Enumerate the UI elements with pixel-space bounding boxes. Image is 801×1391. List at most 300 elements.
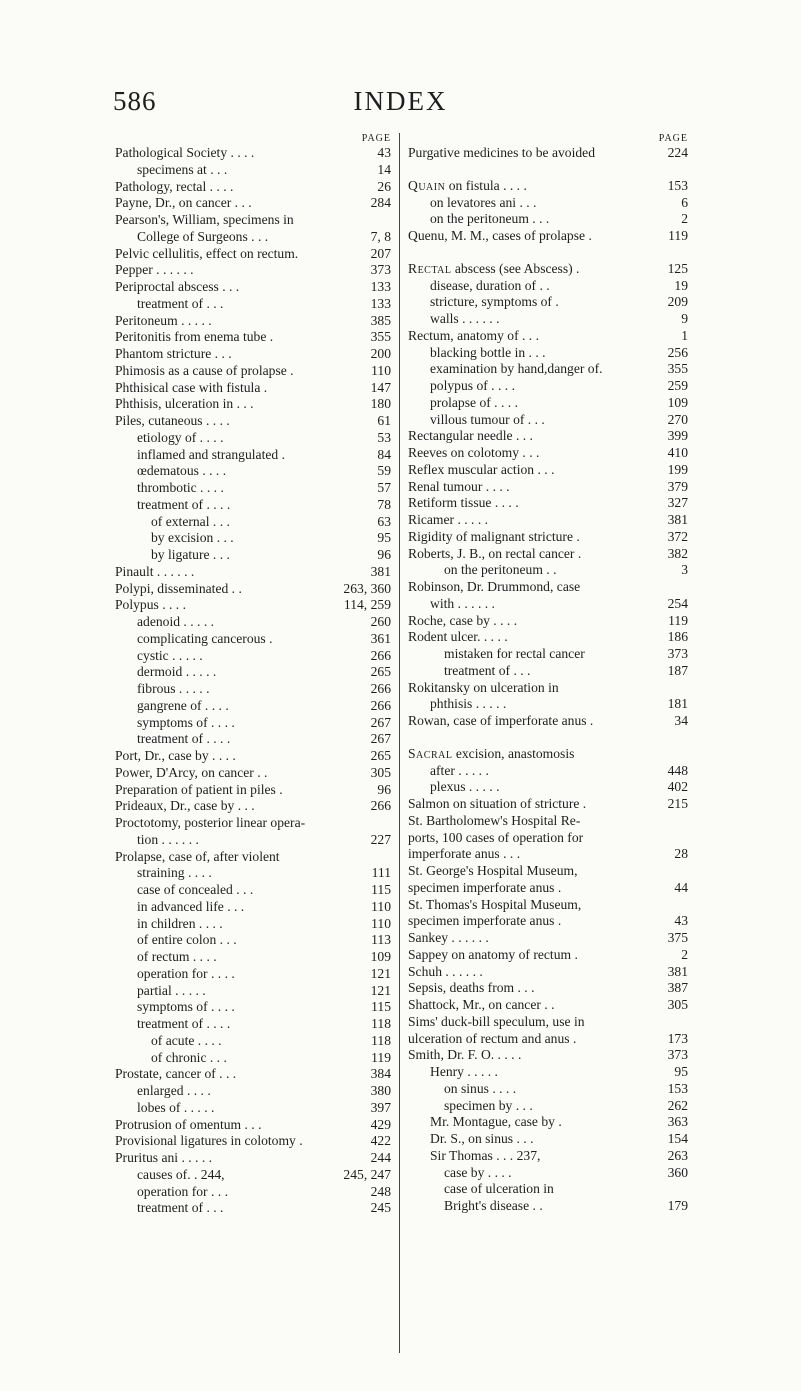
entry-page: 133 — [370, 279, 391, 294]
entry-text — [115, 296, 369, 313]
entry-text — [408, 278, 672, 295]
entry-label: Robinson, Dr. Drummond, case — [408, 579, 581, 594]
entry-text — [408, 1148, 666, 1165]
entry-page: 422 — [370, 1133, 391, 1149]
entry-label: on levatores ani . . . — [430, 194, 537, 210]
entry-page: 360 — [667, 1164, 688, 1180]
entry-text — [408, 145, 666, 162]
entry-label: Roche, case by . . . . — [408, 612, 518, 628]
entry-page: 209 — [667, 294, 688, 310]
entry-page: 53 — [377, 429, 391, 445]
entry-text — [115, 279, 369, 296]
entry-label: Rigidity of malignant stricture . — [408, 528, 580, 544]
index-entry — [115, 530, 391, 547]
entry-text — [115, 581, 341, 598]
entry-page: 382 — [667, 545, 688, 561]
index-entry — [408, 311, 688, 328]
entry-label: case of concealed . . . — [137, 882, 254, 897]
entry-label: with . . . . . . — [430, 595, 495, 611]
entry-page — [686, 830, 688, 847]
entry-text — [115, 1133, 369, 1150]
entry-label: treatment of . . . . — [137, 1016, 231, 1031]
entry-text — [408, 294, 666, 311]
entry-label: gangrene of . . . . — [137, 697, 229, 713]
entry-page: 373 — [667, 1047, 688, 1063]
entry-text — [115, 849, 389, 866]
entry-label: of entire colon . . . — [137, 932, 237, 948]
index-entry — [115, 480, 391, 497]
entry-page: 119 — [371, 1049, 391, 1065]
index-entry — [115, 815, 391, 832]
entry-lead-word: Rectal — [408, 260, 452, 276]
index-entry — [408, 696, 688, 713]
entry-page: 7, 8 — [370, 228, 391, 244]
entry-page: 373 — [667, 646, 688, 661]
entry-page: 397 — [370, 1099, 391, 1115]
entry-text — [115, 1167, 341, 1184]
entry-text — [408, 880, 672, 897]
index-entry — [115, 380, 391, 397]
entry-page: 260 — [370, 614, 391, 629]
entry-label: mistaken for rectal cancer — [444, 646, 585, 661]
entry-label: Phthisis, ulceration in . . . — [115, 396, 254, 412]
entry-page: 96 — [377, 547, 391, 562]
entry-page: 384 — [370, 1066, 391, 1082]
entry-text — [115, 1066, 369, 1083]
entry-page: 385 — [370, 312, 391, 328]
entry-label: specimens at . . . — [137, 161, 228, 177]
entry-text — [115, 530, 375, 547]
entry-text — [408, 395, 666, 412]
index-entry — [408, 211, 688, 228]
entry-label: Dr. S., on sinus . . . — [430, 1131, 534, 1146]
entry-text — [408, 1181, 686, 1198]
index-entry — [115, 329, 391, 346]
index-entry — [115, 899, 391, 916]
index-entry — [408, 1098, 688, 1115]
index-entry — [115, 849, 391, 866]
entry-label: Phimosis as a cause of prolapse . — [115, 362, 294, 378]
index-entry — [115, 1100, 391, 1117]
entry-page: 215 — [667, 796, 688, 811]
index-entry — [115, 581, 391, 598]
entry-page: 263 — [667, 1147, 688, 1163]
index-entry — [115, 179, 391, 196]
index-entry — [408, 562, 688, 579]
entry-label: Rodent ulcer. . . . . — [408, 629, 508, 645]
index-entry — [115, 932, 391, 949]
entry-page: 186 — [667, 629, 688, 645]
index-entry — [408, 495, 688, 512]
entry-label: College of Surgeons . . . — [137, 228, 269, 244]
entry-label: examination by hand,danger of. — [430, 361, 603, 377]
entry-page: 402 — [667, 779, 688, 795]
entry-text — [115, 463, 375, 480]
entry-text — [115, 547, 375, 564]
entry-page: 373 — [370, 262, 391, 278]
entry-page: 245 — [370, 1200, 391, 1216]
entry-page: 154 — [667, 1131, 688, 1146]
entry-label: St. Thomas's Hospital Museum, — [408, 896, 582, 912]
entry-label: Polypi, disseminated . . — [115, 580, 242, 596]
entry-page: 110 — [371, 362, 391, 378]
entry-page — [686, 579, 688, 596]
entry-text — [408, 696, 666, 713]
entry-page: 254 — [667, 595, 688, 611]
page-number: 586 — [113, 86, 157, 116]
entry-page: 265 — [370, 664, 391, 680]
entry-label: by ligature . . . — [151, 547, 230, 562]
entry-label: on fistula . . . . — [445, 177, 527, 193]
entry-text — [408, 680, 686, 697]
index-entry — [115, 664, 391, 681]
entry-text — [408, 412, 666, 429]
entry-text — [115, 162, 375, 179]
entry-label: Phthisical case with fistula . — [115, 379, 268, 395]
index-entry — [408, 1014, 688, 1031]
index-entry — [115, 681, 391, 698]
entry-label: Payne, Dr., on cancer . . . — [115, 195, 252, 211]
entry-page: 305 — [667, 997, 688, 1012]
left-column — [115, 133, 391, 1217]
entry-page: 266 — [370, 681, 391, 696]
entry-page: 118 — [371, 1032, 391, 1048]
entry-label: Bright's disease . . — [444, 1198, 543, 1213]
entry-page: 118 — [371, 1016, 391, 1031]
entry-page: 113 — [371, 932, 391, 948]
entry-page: 181 — [667, 696, 688, 712]
entry-label: dermoid . . . . . — [137, 664, 217, 680]
entry-page: 125 — [667, 260, 688, 276]
entry-page: 375 — [667, 930, 688, 945]
entry-text — [408, 746, 686, 763]
index-entry — [408, 980, 688, 997]
entry-text — [408, 1031, 666, 1048]
entry-text — [115, 1033, 369, 1050]
index-entry — [115, 547, 391, 564]
index-entry — [408, 796, 688, 813]
entry-text — [408, 328, 679, 345]
entry-text — [408, 629, 666, 646]
entry-text — [115, 564, 369, 581]
index-entry — [408, 897, 688, 914]
index-entry — [115, 614, 391, 631]
entry-text — [408, 195, 679, 212]
index-entry — [408, 1047, 688, 1064]
entry-page: 244 — [370, 1150, 391, 1165]
entry-page: 84 — [377, 446, 391, 462]
entry-text — [115, 631, 369, 648]
entry-text — [408, 1081, 666, 1098]
entry-text — [115, 614, 369, 631]
index-entry — [408, 512, 688, 529]
index-entry — [408, 613, 688, 630]
entry-text — [115, 932, 369, 949]
index-entry — [115, 195, 391, 212]
entry-label: Sir Thomas . . . 237, — [430, 1147, 541, 1163]
index-list-left — [115, 145, 391, 1217]
entry-text — [115, 899, 369, 916]
entry-page: 3 — [681, 562, 688, 578]
index-entry — [115, 1150, 391, 1167]
index-entry — [408, 846, 688, 863]
entry-page: 379 — [667, 478, 688, 494]
entry-page: 1 — [681, 327, 688, 343]
index-entry — [115, 597, 391, 614]
entry-label: Proctotomy, posterior linear opera- — [115, 815, 306, 830]
entry-text — [115, 179, 375, 196]
index-entry — [408, 328, 688, 345]
entry-text — [408, 930, 666, 947]
entry-page: 2 — [681, 946, 688, 962]
index-entry — [115, 246, 391, 263]
column-heading: PAGE — [361, 133, 391, 144]
index-entry — [408, 763, 688, 780]
entry-text — [115, 363, 369, 380]
index-entry — [408, 1148, 688, 1165]
entry-label: Rectangular needle . . . — [408, 428, 533, 444]
entry-text — [408, 1064, 672, 1081]
entry-page: 248 — [370, 1183, 391, 1199]
entry-page: 44 — [674, 879, 688, 895]
entry-text — [408, 1198, 666, 1215]
entry-text — [115, 865, 370, 882]
entry-page: 95 — [674, 1064, 688, 1079]
index-list-right — [408, 145, 688, 1215]
entry-page: 187 — [667, 662, 688, 678]
index-entry — [115, 731, 391, 748]
entry-page — [389, 815, 391, 832]
entry-label: operation for . . . . — [137, 965, 235, 981]
index-entry — [408, 479, 688, 496]
entry-label: on sinus . . . . — [444, 1080, 517, 1096]
entry-text — [115, 1050, 369, 1067]
entry-text — [115, 832, 369, 849]
entry-text — [408, 596, 666, 613]
index-entry — [115, 279, 391, 296]
entry-label: œdematous . . . . — [137, 463, 227, 479]
entry-text — [408, 763, 666, 780]
entry-text — [115, 798, 369, 815]
entry-text — [115, 681, 369, 698]
entry-label: Piles, cutaneous . . . . — [115, 413, 230, 428]
index-entry — [408, 361, 688, 378]
index-entry — [408, 145, 688, 162]
entry-label: Rokitansky on ulceration in — [408, 679, 559, 695]
entry-text — [115, 916, 369, 933]
entry-text — [115, 1150, 369, 1167]
entry-page: 266 — [370, 647, 391, 663]
entry-page: 200 — [370, 346, 391, 361]
entry-text — [408, 1131, 666, 1148]
entry-label: Prolapse, case of, after violent — [115, 848, 280, 864]
index-entry — [115, 1066, 391, 1083]
entry-label: Peritoneum . . . . . — [115, 312, 212, 328]
entry-page: 410 — [667, 445, 688, 460]
entry-label: Pepper . . . . . . — [115, 262, 194, 278]
entry-label: treatment of . . . . — [137, 496, 231, 512]
index-entry — [408, 880, 688, 897]
index-entry — [115, 983, 391, 1000]
entry-label: on the peritoneum . . — [444, 562, 557, 578]
entry-page: 19 — [674, 277, 688, 293]
entry-page: 399 — [667, 428, 688, 444]
entry-text — [408, 663, 666, 680]
index-entry — [408, 428, 688, 445]
entry-text — [115, 999, 369, 1016]
entry-label: after . . . . . — [430, 762, 489, 778]
index-entry — [115, 631, 391, 648]
index-entry — [408, 930, 688, 947]
entry-label: Mr. Montague, case by . — [430, 1114, 562, 1130]
entry-page: 259 — [667, 378, 688, 393]
entry-page: 265 — [370, 748, 391, 763]
entry-text — [408, 779, 666, 796]
entry-text — [408, 428, 666, 445]
entry-page: 363 — [667, 1114, 688, 1130]
index-entry — [408, 1064, 688, 1081]
entry-text — [408, 713, 672, 730]
index-entry — [408, 579, 688, 596]
entry-page: 207 — [370, 245, 391, 261]
entry-page: 111 — [371, 865, 391, 881]
entry-label: villous tumour of . . . — [430, 411, 545, 427]
entry-label: Pinault . . . . . . — [115, 563, 195, 579]
entry-page: 115 — [371, 999, 391, 1015]
index-entry — [408, 596, 688, 613]
entry-label: etiology of . . . . — [137, 429, 224, 445]
entry-label: Sappey on anatomy of rectum . — [408, 946, 578, 962]
entry-label: Schuh . . . . . . — [408, 963, 483, 979]
index-entry — [408, 546, 688, 563]
entry-text — [408, 980, 666, 997]
entry-text — [408, 913, 672, 930]
entry-text — [115, 380, 369, 397]
entry-label: by excision . . . — [151, 530, 234, 546]
entry-label: Sankey . . . . . . — [408, 930, 489, 945]
index-entry — [408, 445, 688, 462]
entry-label: case by . . . . — [444, 1164, 512, 1180]
index-entry — [115, 363, 391, 380]
index-entry — [115, 1033, 391, 1050]
entry-page: 121 — [370, 982, 391, 998]
entry-page: 28 — [674, 846, 688, 862]
entry-text — [408, 211, 679, 228]
entry-page: 429 — [370, 1116, 391, 1132]
entry-text — [115, 983, 369, 1000]
index-entry — [408, 680, 688, 697]
entry-page — [686, 863, 688, 880]
entry-label: prolapse of . . . . — [430, 394, 518, 410]
entry-page: 387 — [667, 980, 688, 996]
entry-text — [115, 597, 342, 614]
entry-label: polypus of . . . . — [430, 378, 515, 393]
index-entry — [115, 765, 391, 782]
index-entry — [408, 1165, 688, 1182]
entry-text — [408, 830, 686, 847]
entry-page: 115 — [371, 882, 391, 897]
entry-text — [408, 479, 666, 496]
column-heading: PAGE — [658, 133, 688, 144]
entry-text — [115, 882, 369, 899]
entry-label: Port, Dr., case by . . . . — [115, 748, 236, 763]
entry-label: Provisional ligatures in colotomy . — [115, 1133, 303, 1149]
entry-page: 59 — [377, 463, 391, 479]
index-entry — [115, 999, 391, 1016]
index-entry — [115, 296, 391, 313]
entry-label: St. George's Hospital Museum, — [408, 863, 578, 878]
index-entry — [115, 564, 391, 581]
entry-page: 381 — [667, 963, 688, 979]
entry-text — [115, 229, 369, 246]
entry-page: 380 — [370, 1083, 391, 1098]
entry-page: 114, 259 — [343, 597, 391, 613]
entry-lead-word: Quain — [408, 177, 446, 193]
entry-label: Polypus . . . . — [115, 597, 187, 613]
entry-label: thrombotic . . . . — [137, 480, 224, 495]
entry-label: of rectum . . . . — [137, 949, 217, 964]
entry-label: symptoms of . . . . — [137, 999, 235, 1015]
entry-page: 153 — [667, 177, 688, 193]
index-entry — [115, 396, 391, 413]
page-header — [0, 86, 801, 126]
entry-label: case of ulceration in — [444, 1181, 554, 1197]
entry-label: Salmon on situation of stricture . — [408, 796, 587, 811]
entry-label: complicating cancerous . — [137, 630, 273, 646]
entry-page: 95 — [377, 530, 391, 546]
entry-label: imperforate anus . . . — [408, 846, 521, 862]
index-entry — [115, 145, 391, 162]
entry-text — [115, 246, 369, 263]
entry-page — [686, 897, 688, 914]
index-entry — [115, 916, 391, 933]
entry-page: 266 — [370, 798, 391, 814]
entry-text — [115, 430, 375, 447]
entry-text — [408, 445, 666, 462]
entry-label: Sepsis, deaths from . . . — [408, 980, 535, 996]
entry-text — [408, 311, 679, 328]
entry-label: Pruritus ani . . . . . — [115, 1150, 213, 1165]
index-entry — [408, 294, 688, 311]
entry-text — [408, 512, 666, 529]
entry-page: 2 — [681, 211, 688, 227]
index-entry — [408, 913, 688, 930]
index-entry — [115, 748, 391, 765]
index-entry — [115, 782, 391, 799]
entry-text — [115, 648, 369, 665]
index-entry — [408, 830, 688, 847]
column-divider — [399, 133, 400, 1353]
entry-label: in advanced life . . . — [137, 898, 245, 914]
entry-label: blacking bottle in . . . — [430, 344, 546, 360]
entry-text — [115, 1200, 369, 1217]
entry-page: 355 — [667, 361, 688, 377]
index-entry — [408, 947, 688, 964]
entry-text — [408, 178, 666, 195]
entry-page: 9 — [681, 311, 688, 326]
index-entry — [115, 949, 391, 966]
entry-label: in children . . . . — [137, 915, 223, 931]
entry-page: 179 — [667, 1198, 688, 1213]
entry-text — [115, 782, 375, 799]
entry-page: 355 — [370, 329, 391, 345]
index-entry — [115, 865, 391, 882]
entry-text — [408, 796, 666, 813]
entry-label: Rowan, case of imperforate anus . — [408, 713, 594, 728]
index-entry — [115, 1050, 391, 1067]
entry-text — [115, 346, 369, 363]
entry-label: walls . . . . . . — [430, 311, 500, 326]
